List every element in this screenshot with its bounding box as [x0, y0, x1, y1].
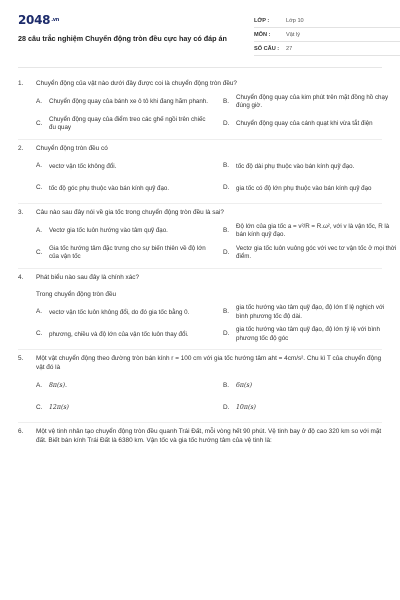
- option-a[interactable]: [36, 223, 211, 240]
- options: [36, 158, 382, 197]
- option-text: gia tốc hướng vào tâm quỹ đạo, độ lớn tỷ lệ với bình phương tốc độ góc: [236, 326, 380, 342]
- question-number: 5.: [18, 355, 24, 363]
- meta-value: Vật lý: [286, 31, 300, 38]
- question-text: Chuyển động của vật nào dưới đây được coi là chuyển động tròn đều?: [36, 80, 237, 87]
- document-title: 28 câu trắc nghiệm Chuyển động tròn đều cực hay có đáp án: [18, 34, 227, 43]
- question-text: Câu nào sau đây nói về gia tốc trong chuyển động tròn đều là sai?: [36, 209, 224, 217]
- option-text: Chuyển động quay của bánh xe ô tô khi đang hãm phanh.: [49, 97, 208, 105]
- option-a[interactable]: [36, 158, 211, 175]
- option-d[interactable]: [223, 245, 398, 262]
- question-divider: [18, 349, 382, 350]
- option-letter: A.: [36, 381, 43, 389]
- question-3: [18, 209, 397, 262]
- option-letter: A.: [36, 97, 43, 105]
- option-letter: B.: [223, 308, 230, 316]
- option-letter: C.: [36, 184, 43, 192]
- option-text: Vectơ gia tốc luôn hướng vào tâm quỹ đạo.: [49, 227, 168, 235]
- option-letter: A.: [36, 162, 43, 170]
- option-letter: D.: [223, 184, 230, 192]
- option-b[interactable]: [223, 158, 398, 175]
- option-c[interactable]: [36, 180, 211, 197]
- option-text: Gia tốc hướng tâm đặc trưng cho sự biến thiên về độ lớn của vận tốc: [49, 245, 206, 261]
- question-2: [18, 145, 382, 198]
- question-text: Phát biểu nào sau đây là chính xác?: [36, 273, 140, 281]
- option-text: Chuyển động quay của điểm treo các ghế ngồi trên chiếc đu quay: [49, 115, 206, 132]
- option-text: tốc độ dài phụ thuộc vào bán kính quỹ đạo.: [236, 162, 355, 170]
- option-letter: C.: [36, 330, 43, 338]
- option-letter: B.: [223, 227, 230, 235]
- question-subtext: Trong chuyển động tròn đều: [36, 290, 117, 298]
- option-text: vectơ vận tốc luôn không đổi, do đó gia tốc bằng 0.: [49, 308, 190, 316]
- option-letter: D.: [223, 403, 230, 411]
- options: [36, 304, 385, 343]
- option-letter: B.: [223, 381, 230, 389]
- option-text: phương, chiều và độ lớn của vận tốc luôn thay đổi.: [49, 330, 189, 338]
- option-text: gia tốc hướng vào tâm quỹ đạo, độ lớn tỉ lệ nghịch với bình phương tốc độ dài.: [236, 304, 385, 320]
- question-text: Một vệ tinh nhân tạo chuyển động tròn đều quanh Trái Đất, mỗi vòng hết 90 phút. Vệ tinh bay ở độ cao 320 km so với mặt đất. Biết bán kính Trái Đất là 6380 km. Vận tốc và gia tốc hướng tâm của vệ tinh là:: [36, 428, 382, 445]
- question-6: [18, 428, 382, 445]
- question-1: [18, 80, 389, 133]
- question-text: Chuyển động tròn đều có: [36, 144, 108, 152]
- option-a[interactable]: [36, 377, 211, 394]
- option-letter: A.: [36, 308, 43, 316]
- meta-row-subject: [254, 30, 400, 42]
- option-letter: D.: [223, 119, 230, 127]
- option-c[interactable]: [36, 326, 211, 343]
- option-c[interactable]: [36, 116, 211, 133]
- logo-main: 2048: [18, 13, 51, 27]
- option-b[interactable]: [223, 377, 398, 394]
- options: [36, 377, 382, 416]
- meta-label: MÔN :: [254, 31, 271, 38]
- option-b[interactable]: [223, 304, 398, 321]
- logo-tld: .vn: [51, 17, 60, 24]
- option-text: Chuyển động quay của kim phút trên mặt đồng hồ chạy đúng giờ.: [236, 93, 389, 110]
- option-text: Chuyển động quay của cánh quạt khi vừa tắt điện: [236, 119, 373, 127]
- option-b[interactable]: [223, 223, 398, 240]
- option-letter: D.: [223, 249, 230, 257]
- meta-value: Lớp 10: [286, 17, 304, 24]
- option-letter: C.: [36, 403, 43, 411]
- question-divider: [18, 268, 382, 269]
- meta-label: SỐ CÂU :: [254, 45, 280, 52]
- option-letter: C.: [36, 249, 43, 257]
- option-d[interactable]: [223, 116, 398, 133]
- meta-row-count: [254, 44, 400, 56]
- option-b[interactable]: [223, 94, 398, 111]
- question-divider: [18, 203, 382, 204]
- question-divider: [18, 422, 382, 423]
- option-text: gia tốc có độ lớn phụ thuộc vào bán kính quỹ đạo: [236, 184, 372, 192]
- option-c[interactable]: [36, 399, 211, 416]
- option-text: Độ lớn của gia tốc a = v²/R = R.ω², với v là vận tốc, R là bán kính quỹ đạo.: [236, 223, 390, 239]
- option-text: tốc độ góc phụ thuộc vào bán kính quỹ đạo.: [49, 184, 170, 192]
- question-number: 2.: [18, 144, 24, 152]
- question-number: 6.: [18, 428, 24, 436]
- option-text: 6π(s): [236, 381, 253, 389]
- option-letter: A.: [36, 227, 43, 235]
- question-number: 4.: [18, 273, 24, 281]
- option-text: 12π(s): [49, 403, 69, 411]
- document-meta: [254, 16, 400, 58]
- question-text: Một vật chuyển động theo đường tròn bán kính r = 100 cm với gia tốc hướng tâm aht = 4cm/s². Chu kì T của chuyển động vật đó là: [36, 355, 382, 371]
- option-d[interactable]: [223, 180, 398, 197]
- options: [36, 93, 389, 133]
- question-number: 1.: [18, 80, 24, 87]
- question-5: [18, 355, 382, 416]
- option-text: Vectơ gia tốc luôn vuông góc với vec tơ vận tốc ở mọi thời điểm.: [236, 245, 397, 261]
- document-header: [18, 12, 382, 68]
- option-letter: B.: [223, 162, 230, 170]
- question-4: [18, 273, 385, 343]
- options: [36, 223, 397, 262]
- option-letter: B.: [223, 97, 230, 105]
- question-divider: [18, 139, 382, 140]
- option-text: 8π(s).: [49, 381, 67, 389]
- meta-value: 27: [286, 45, 293, 52]
- option-c[interactable]: [36, 245, 211, 262]
- option-a[interactable]: [36, 304, 211, 321]
- meta-label: LỚP :: [254, 17, 270, 24]
- question-number: 3.: [18, 209, 24, 217]
- meta-row-grade: [254, 16, 400, 28]
- option-letter: C.: [36, 119, 43, 127]
- option-text: 10π(s): [236, 403, 256, 411]
- option-text: vectơ vận tốc không đổi.: [49, 162, 117, 170]
- option-letter: D.: [223, 330, 230, 338]
- option-d[interactable]: [223, 399, 398, 416]
- option-d[interactable]: [223, 326, 398, 343]
- option-a[interactable]: [36, 94, 211, 111]
